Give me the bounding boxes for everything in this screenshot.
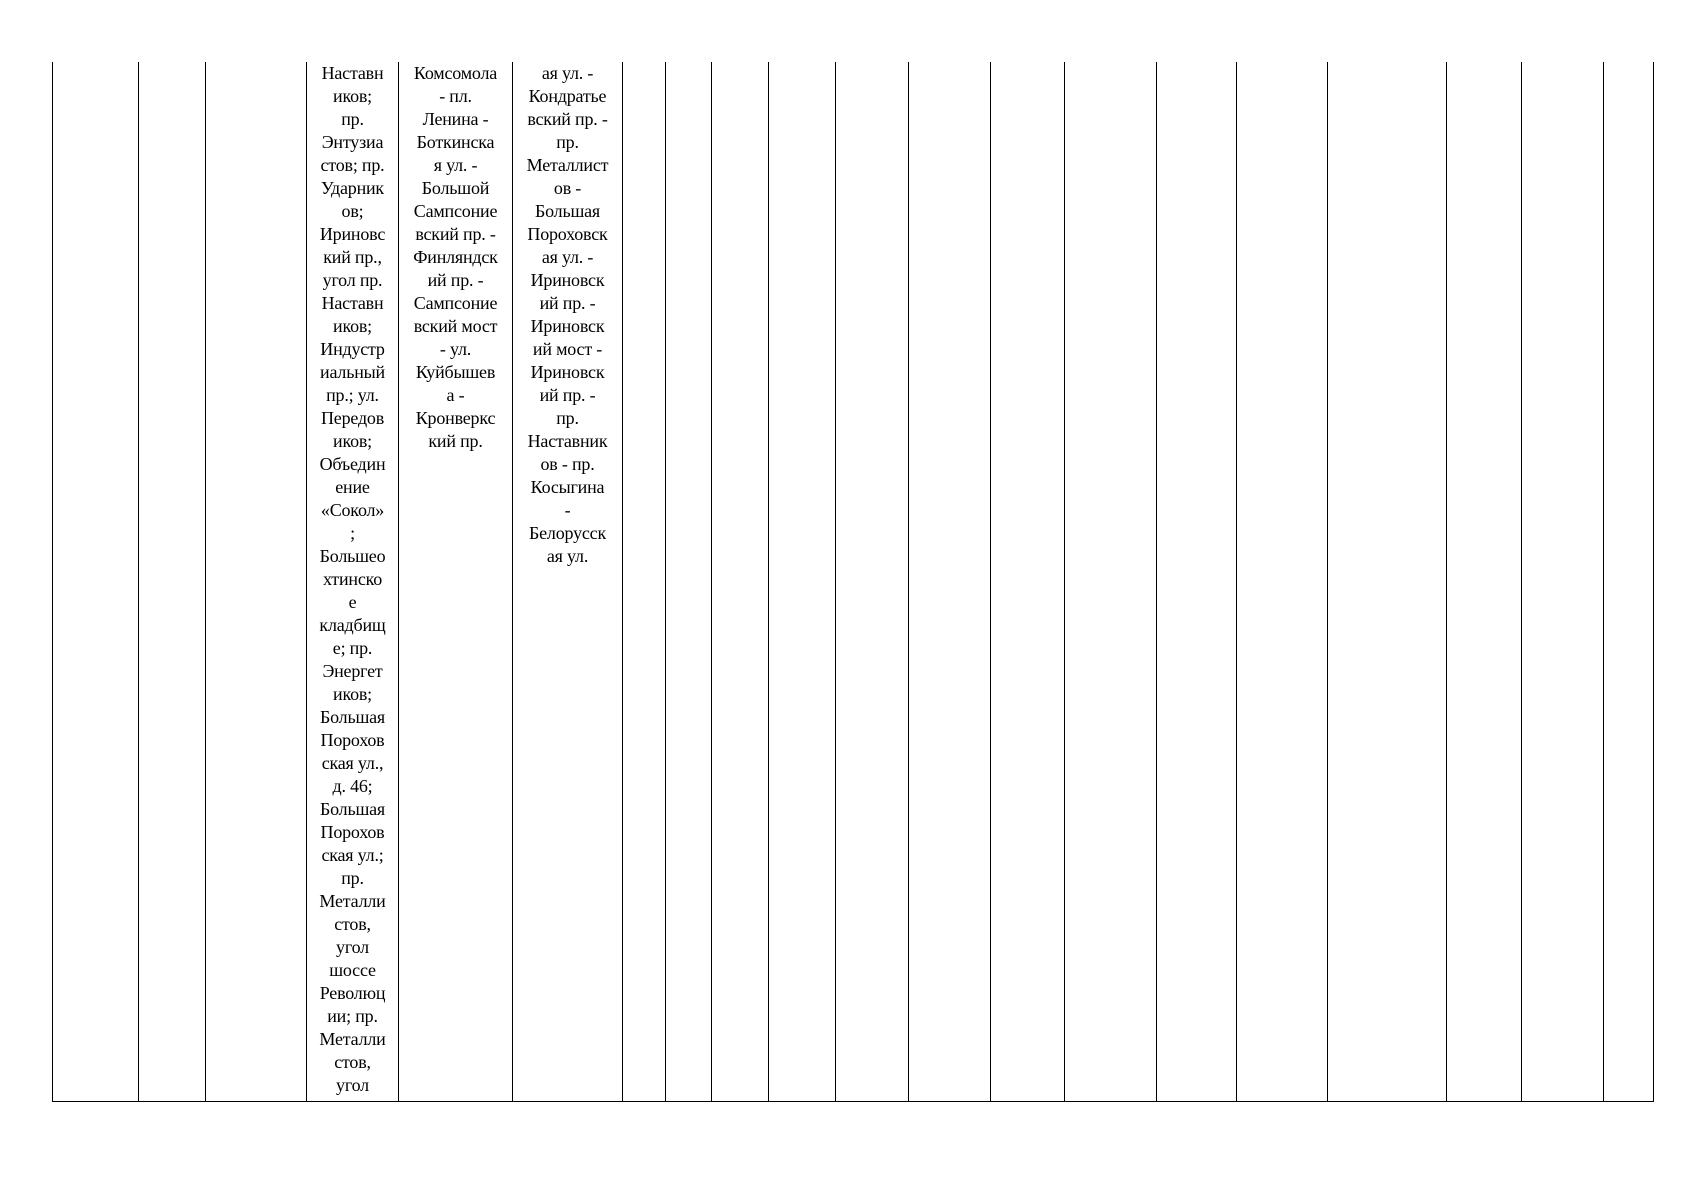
- route-table: [52, 62, 1654, 1102]
- route-backward-text: ая ул. - Кондратье вский пр. - пр. Металлист ов - Большая Пороховск ая ул. - Ириновск ий пр. - Ириновск ий мост - Ириновск ий пр. - пр. Наставник ов - пр. Косыгина - Белорусск ая ул.: [526, 63, 609, 566]
- table-cell-12: [909, 62, 991, 1102]
- table-cell-route-forward: [399, 62, 513, 1102]
- table-cell-7: [623, 62, 666, 1102]
- table-cell-10: [769, 62, 836, 1102]
- table-cell-3: [206, 62, 307, 1102]
- table-cell-20: [1604, 62, 1654, 1102]
- table-cell-route-backward: [513, 62, 623, 1102]
- table-cell-9: [712, 62, 769, 1102]
- route-forward-text: Комсомола - пл. Ленина - Боткинска я ул. - Большой Сампсоние вский пр. - Финляндск ий пр. - Сампсоние вский мост - ул. Куйбышев а - Кронверкс кий пр.: [413, 63, 498, 451]
- table-cell-11: [836, 62, 909, 1102]
- table-cell-8: [666, 62, 712, 1102]
- table-cell-14: [1065, 62, 1157, 1102]
- table-cell-13: [991, 62, 1065, 1102]
- table-cell-16: [1237, 62, 1328, 1102]
- table-cell-18: [1447, 62, 1522, 1102]
- table-row: [53, 62, 1654, 1102]
- document-table-area: [52, 62, 1653, 1102]
- table-cell-15: [1157, 62, 1237, 1102]
- table-cell-2: [139, 62, 206, 1102]
- stops-list-text: Наставн иков; пр. Энтузиа стов; пр. Ударник ов; Ириновс кий пр., угол пр. Наставн иков; Индустр иальный пр.; ул. Передов иков; Объедин ение «Сокол» ; Большео хтинско е кладбищ е; пр. Энергет иков; Большая Порохов ская ул., д. 46; Большая Порохов ская ул.; пр. Металли стов, угол шоссе Революц ии; пр. Металли стов, угол: [319, 63, 386, 1095]
- table-cell-stops: [307, 62, 399, 1102]
- table-cell-1: [53, 62, 139, 1102]
- table-cell-19: [1522, 62, 1604, 1102]
- table-cell-17: [1328, 62, 1447, 1102]
